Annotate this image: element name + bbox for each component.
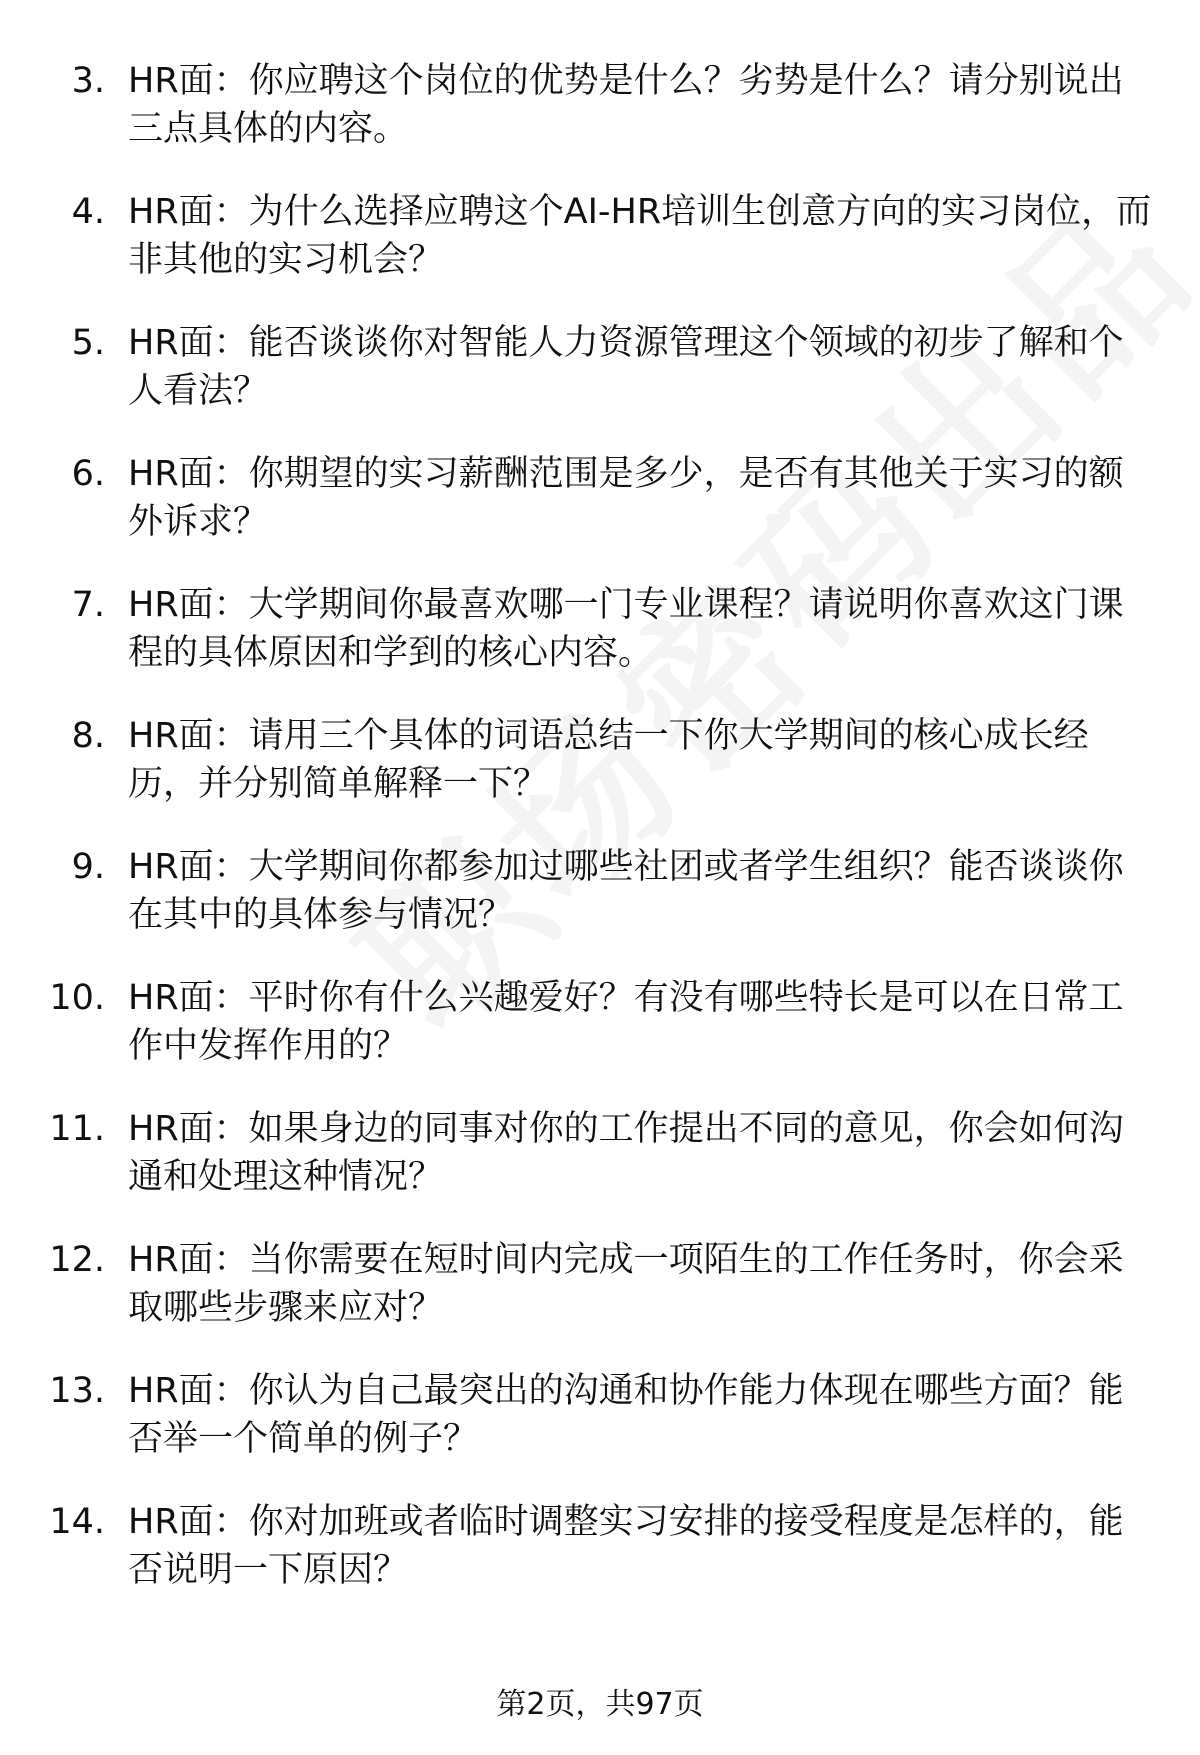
question-number: 5. [71,323,105,363]
question-item-14 [0,1498,1200,1629]
question-text: HR面：你认为自己最突出的沟通和协作能力体现在哪些方面？能否举一个简单的例子？ [128,1371,1124,1459]
question-item-5 [0,319,1200,450]
question-item-4 [0,188,1200,319]
question-text: HR面：如果身边的同事对你的工作提出不同的意见，你会如何沟通和处理这种情况？ [128,1109,1124,1197]
question-number: 4. [71,192,105,232]
question-text: HR面：请用三个具体的词语总结一下你大学期间的核心成长经历，并分别简单解释一下？ [128,716,1089,804]
question-number: 13. [49,1371,105,1411]
question-number: 3. [71,61,105,101]
question-text: HR面：你对加班或者临时调整实习安排的接受程度是怎样的，能否说明一下原因？ [128,1502,1124,1590]
question-number: 12. [49,1240,105,1280]
question-number: 11. [49,1109,105,1149]
question-text: HR面：为什么选择应聘这个AI-HR培训生创意方向的实习岗位，而非其他的实习机会？ [128,192,1152,280]
page-number-footer: 第2页，共97页 [496,1687,704,1722]
question-number: 9. [71,847,105,887]
question-item-10 [0,974,1200,1105]
question-item-8 [0,712,1200,843]
question-text: HR面：大学期间你最喜欢哪一门专业课程？请说明你喜欢这门课程的具体原因和学到的核心内容。 [128,585,1124,673]
question-list [0,57,1200,1629]
question-number: 7. [71,585,105,625]
question-text: HR面：大学期间你都参加过哪些社团或者学生组织？能否谈谈你在其中的具体参与情况？ [128,847,1124,935]
question-item-7 [0,581,1200,712]
question-item-9 [0,843,1200,974]
question-text: HR面：平时你有什么兴趣爱好？有没有哪些特长是可以在日常工作中发挥作用的？ [128,978,1124,1066]
question-number: 14. [49,1502,105,1542]
question-item-11 [0,1105,1200,1236]
question-text: HR面：你应聘这个岗位的优势是什么？劣势是什么？请分别说出三点具体的内容。 [128,61,1124,149]
question-number: 10. [49,978,105,1018]
question-text: HR面：你期望的实习薪酬范围是多少，是否有其他关于实习的额外诉求？ [128,454,1124,542]
question-number: 6. [71,454,105,494]
question-item-6 [0,450,1200,581]
question-item-13 [0,1367,1200,1498]
question-item-3 [0,57,1200,188]
question-text: HR面：能否谈谈你对智能人力资源管理这个领域的初步了解和个人看法？ [128,323,1124,411]
question-item-12 [0,1236,1200,1367]
question-text: HR面：当你需要在短时间内完成一项陌生的工作任务时，你会采取哪些步骤来应对？ [128,1240,1124,1328]
question-number: 8. [71,716,105,756]
